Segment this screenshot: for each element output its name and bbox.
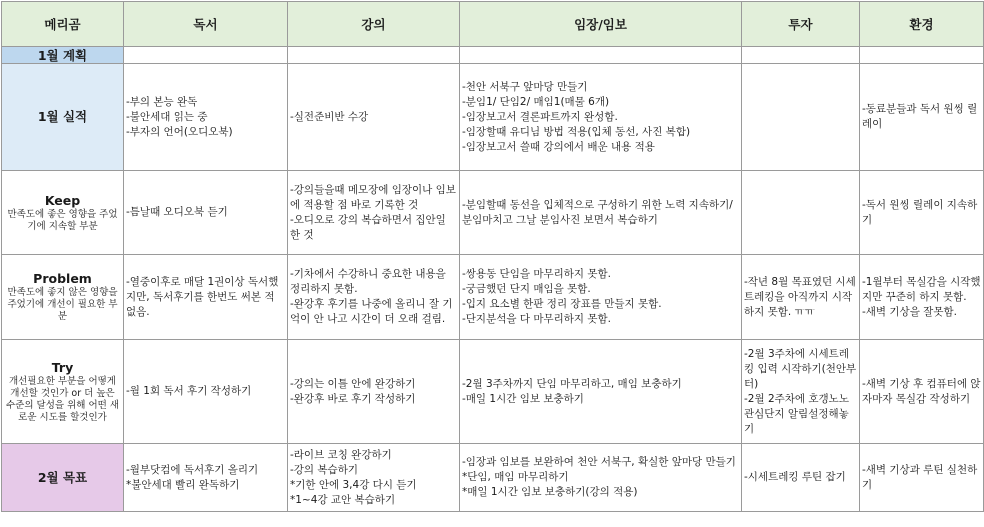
cell-line: -2월 3주차에 시세트레킹 입력 시작하기(천안부터) (744, 347, 857, 390)
cell-line: -임장과 임보를 보완하여 천안 서북구, 확실한 앞마당 만들기 (462, 456, 736, 468)
cell-line: -작년 8월 목표였던 시세트레킹을 아직까지 시작하지 못함. ㅠㅠ (744, 275, 856, 318)
cell (124, 444, 288, 512)
cell (460, 171, 742, 255)
row-label-text: 2월 목표 (37, 469, 88, 485)
cell (124, 64, 288, 171)
row-label-description: 만족도에 좋은 영향을 주었기에 지속할 부분 (7, 208, 118, 232)
header-cell-investment: 투자 (742, 2, 860, 47)
cell-line: -분임1/ 단임2/ 매임1(매물 6개) (462, 95, 610, 108)
cell (742, 340, 860, 444)
row-label-feb-goal (2, 444, 124, 512)
row-label-text: Keep (44, 192, 81, 208)
cell-line: -틈날때 오디오북 듣기 (126, 206, 228, 218)
row-feb-goal (2, 444, 984, 512)
header-cell-imjang: 임장/임보 (460, 2, 742, 47)
cell (860, 340, 984, 444)
cell (288, 47, 460, 64)
cell-line: -완강후 후기를 나중에 올리니 잘 기억이 안 나고 시간이 더 오래 걸림. (290, 298, 453, 325)
row-keep (2, 171, 984, 255)
row-label-text: Try (51, 359, 74, 375)
cell-line: -쌍용동 단임을 마무리하지 못함. (462, 268, 611, 280)
row-label-text: 1월 계획 (37, 47, 88, 63)
cell-line: -임장보고서 쓸때 강의에서 배운 내용 적용 (462, 140, 655, 153)
cell-line: *단임, 매임 마무리하기 (462, 471, 569, 483)
cell-line: -입지 요소별 한판 정리 장표를 만들지 못함. (462, 298, 662, 310)
cell (860, 64, 984, 171)
cell (742, 47, 860, 64)
cell (124, 171, 288, 255)
retrospective-table (1, 1, 984, 512)
cell-line: -동료분들과 독서 원씽 릴레이 (862, 103, 978, 130)
header-cell-reading: 독서 (124, 2, 288, 47)
row-label-jan-plan (2, 47, 124, 64)
cell (288, 340, 460, 444)
cell-line: -불안세대 읽는 중 (126, 110, 208, 123)
cell (288, 255, 460, 340)
cell (460, 64, 742, 171)
row-label-text: 1월 실적 (37, 109, 88, 124)
cell (860, 255, 984, 340)
cell (860, 47, 984, 64)
cell-line: -1월부터 목실감을 시작했지만 꾸준히 하지 못함. (862, 275, 981, 303)
cell-line: -천안 서북구 앞마당 만들기 (462, 80, 588, 93)
cell-line: *1~4강 교안 복습하기 (290, 493, 396, 506)
row-problem (2, 255, 984, 340)
cell-line: -강의 복습하기 (290, 463, 358, 476)
header-cell-name: 메리곰 (2, 2, 124, 47)
cell (124, 47, 288, 64)
cell-line: *불안세대 빨리 완독하기 (126, 478, 240, 491)
row-jan-plan (2, 47, 984, 64)
cell (288, 444, 460, 512)
cell-line: *매일 1시간 임보 보충하기(강의 적용) (462, 486, 638, 498)
cell (742, 444, 860, 512)
cell-line: -궁금했던 단지 매임을 못함. (462, 283, 591, 295)
cell-line: -분임할때 동선을 입체적으로 구성하기 위한 노력 지속하기/ 분임마치고 그날 분임사진 보면서 복습하기 (462, 198, 733, 226)
cell-line: -새벽 기상을 잘못함. (862, 305, 957, 318)
cell (460, 47, 742, 64)
row-label-description: 개선필요한 부분을 어떻게 개선할 것인가 or 더 높은 수준의 달성을 위해 어떤 새로운 시도를 할것인가 (5, 375, 120, 423)
cell-line: -부의 본능 완독 (126, 95, 198, 108)
cell-line: *기한 안에 3,4강 다시 듣기 (290, 478, 417, 491)
cell (742, 171, 860, 255)
header-row (2, 2, 984, 47)
cell (124, 340, 288, 444)
cell (460, 340, 742, 444)
cell-line: -2월 2주차에 호갱노노 관심단지 알림설정해놓기 (744, 392, 849, 435)
cell-line: -새벽 기상과 루틴 실천하기 (862, 463, 978, 491)
row-label-try (2, 340, 124, 444)
cell (860, 171, 984, 255)
row-label-text: Problem (33, 271, 92, 286)
row-label-description: 만족도에 좋지 않은 영향을 주었기에 개선이 필요한 부분 (7, 287, 118, 322)
cell-line: -단지분석을 다 마무리하지 못함. (462, 313, 611, 325)
cell (288, 171, 460, 255)
cell-line: -강의들을때 메모장에 임장이나 임보에 적용할 점 바로 기록한 것 (290, 183, 456, 211)
cell-line: -강의는 이틀 안에 완강하기 (290, 377, 416, 390)
cell-line: -오디오로 강의 복습하면서 집안일 한 것 (290, 213, 446, 241)
row-label-jan-result (2, 64, 124, 171)
cell-line: -기차에서 수강하니 중요한 내용을 정리하지 못함. (290, 268, 446, 295)
cell (742, 255, 860, 340)
cell-line: -완강후 바로 후기 작성하기 (290, 392, 416, 405)
cell-line: -새벽 기상 후 컴퓨터에 앉자마자 목실감 작성하기 (862, 377, 981, 405)
cell (860, 444, 984, 512)
cell-line: -2월 3주차까지 단임 마무리하고, 매임 보충하기 (462, 377, 682, 390)
cell-line: -월 1회 독서 후기 작성하기 (126, 385, 252, 397)
row-try (2, 340, 984, 444)
cell-line: -열중이후로 매달 1권이상 독서했지만, 독서후기를 한번도 써본 적 없음. (126, 275, 279, 318)
cell (288, 64, 460, 171)
header-cell-environment: 환경 (860, 2, 984, 47)
cell-line: -매일 1시간 임보 보충하기 (462, 392, 584, 405)
cell-line: -임장보고서 결론파트까지 완성함. (462, 110, 618, 123)
cell-line: -독서 원씽 릴레이 지속하기 (862, 198, 978, 226)
cell (742, 64, 860, 171)
row-label-keep (2, 171, 124, 255)
header-cell-lecture: 강의 (288, 2, 460, 47)
cell-line: -실전준비반 수강 (290, 110, 369, 123)
cell (460, 444, 742, 512)
cell (124, 255, 288, 340)
row-label-problem (2, 255, 124, 340)
cell-line: -부자의 언어(오디오북) (126, 125, 233, 138)
cell-line: -시세트레킹 루틴 잡기 (744, 471, 846, 483)
cell-line: -월부닷컴에 독서후기 올리기 (126, 463, 259, 476)
cell (460, 255, 742, 340)
cell-line: -라이브 코칭 완강하기 (290, 448, 392, 461)
cell-line: -임장할때 유디님 방법 적용(입체 동선, 사진 복합) (462, 125, 691, 138)
row-jan-result (2, 64, 984, 171)
